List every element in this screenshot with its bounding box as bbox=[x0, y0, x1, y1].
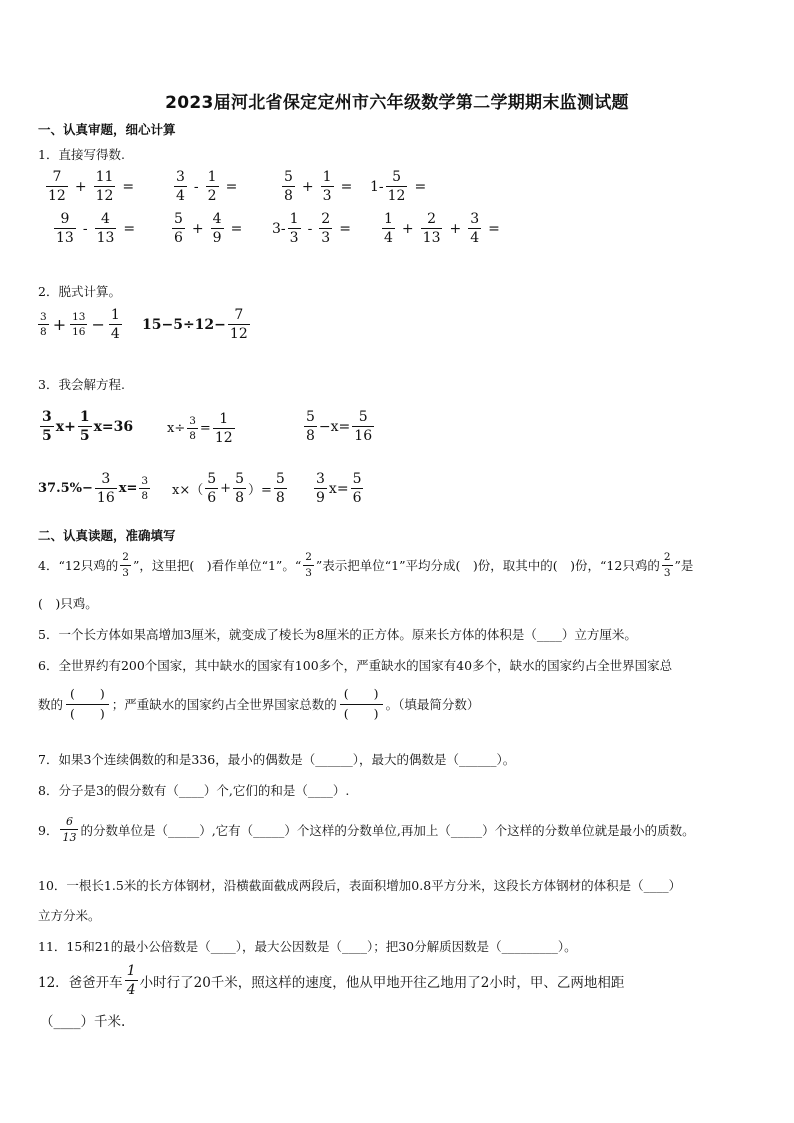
q3-equation-5: x×（ $\frac{5}{6}$ + $\frac{5}{8}$ ）= $\frac{5}{8}$ bbox=[172, 471, 285, 506]
q3-label: 3．我会解方程. bbox=[38, 377, 125, 392]
q1-item: $\frac{5}{6}$ + $\frac{4}{9}$ = bbox=[174, 211, 243, 246]
q2-label: 2．脱式计算。 bbox=[38, 284, 121, 299]
q1-item: $\frac{7}{12}$ + $\frac{11}{12}$ = bbox=[48, 169, 135, 204]
q1-item: 3- $\frac{1}{3}$ - $\frac{2}{3}$ = bbox=[272, 211, 351, 246]
q11-text: 11．15和21的最小公倍数是（____），最大公因数是（____）；把30分解质因数是（_________）。 bbox=[38, 939, 577, 954]
q1-item: $\frac{5}{8}$ + $\frac{1}{3}$ = bbox=[284, 169, 353, 204]
q3-equation-6: $\frac{3}{9}$ x= $\frac{5}{6}$ bbox=[316, 471, 362, 506]
q3-equation-4: 37.5%− $\frac{3}{16}$ x= $\frac{3}{8}$ bbox=[38, 471, 149, 506]
q3-equation-2: x÷ $\frac{3}{8}$ = $\frac{1}{12}$ bbox=[167, 411, 233, 446]
q4-text-cont: ( )只鸡。 bbox=[38, 596, 98, 611]
q6-text: 6．全世界约有200个国家，其中缺水的国家有100多个，严重缺水的国家有40多个，缺水的国家约占全世界国家总 bbox=[38, 658, 673, 673]
q8-text: 8．分子是3的假分数有（____）个,它们的和是（____）. bbox=[38, 783, 350, 798]
q1-label: 1．直接写得数. bbox=[38, 147, 125, 162]
section-2-heading: 二、认真读题，准确填写 bbox=[38, 528, 176, 543]
q1-item: 1- $\frac{5}{12}$ = bbox=[370, 169, 427, 204]
q10-text: 10．一根长1.5米的长方体钢材，沿横截面截成两段后，表面积增加0.8平方分米，这段长方体钢材的体积是（____） bbox=[38, 878, 682, 893]
q10-text-cont: 立方分米。 bbox=[38, 908, 101, 923]
section-1-heading: 一、认真审题，细心计算 bbox=[38, 122, 176, 137]
q9-text: 9． $\frac{6}{13}$ 的分数单位是（_____）,它有（_____）个这样的分数单位,再加上（_____）个这样的分数单位就是最小的质数。 bbox=[38, 815, 695, 844]
q4-text: 4．“12只鸡的 $\frac{2}{3}$ ”，这里把( )看作单位“1”。“ $\frac{2}{3}$ ”表示把单位“1”平均分成( )份，取其中的( )份，“12只鸡的 $\frac{2}{3}$ ”是 bbox=[38, 551, 694, 579]
q3-equation-3: $\frac{5}{8}$ −x= $\frac{5}{16}$ bbox=[306, 409, 373, 444]
q1-item: $\frac{1}{4}$ + $\frac{2}{13}$ + $\frac{3}{4}$ = bbox=[384, 211, 500, 246]
q2-expression-2: 15−5÷12− $\frac{7}{12}$ bbox=[142, 307, 248, 342]
q1-item: $\frac{9}{13}$ - $\frac{4}{13}$ = bbox=[56, 211, 136, 246]
q5-text: 5．一个长方体如果高增加3厘米，就变成了棱长为8厘米的正方体。原来长方体的体积是（____）立方厘米。 bbox=[38, 627, 637, 642]
q6-text-cont: 数的 ( ) ( ) ；严重缺水的国家约占全世界国家总数的 ( ) ( ) 。（填最简分数） bbox=[38, 686, 480, 721]
q3-equation-1: $\frac{3}{5}$ x+ $\frac{1}{5}$ x=36 bbox=[42, 409, 134, 444]
q12-text-cont: （____）千米. bbox=[40, 1014, 126, 1030]
page-title: 2023届河北省保定定州市六年级数学第二学期期末监测试题 bbox=[165, 93, 629, 113]
q7-text: 7．如果3个连续偶数的和是336，最小的偶数是（______），最大的偶数是（______）。 bbox=[38, 752, 516, 767]
q12-text: 12．爸爸开车 $\frac{1}{4}$ 小时行了20千米，照这样的速度，他从甲地开往乙地用了2小时，甲、乙两地相距 bbox=[38, 963, 625, 998]
q2-expression-1: $\frac{3}{8}$ + $\frac{13}{16}$ − $\frac{1}{4}$ bbox=[40, 307, 120, 342]
q1-item: $\frac{3}{4}$ - $\frac{1}{2}$ = bbox=[176, 169, 238, 204]
